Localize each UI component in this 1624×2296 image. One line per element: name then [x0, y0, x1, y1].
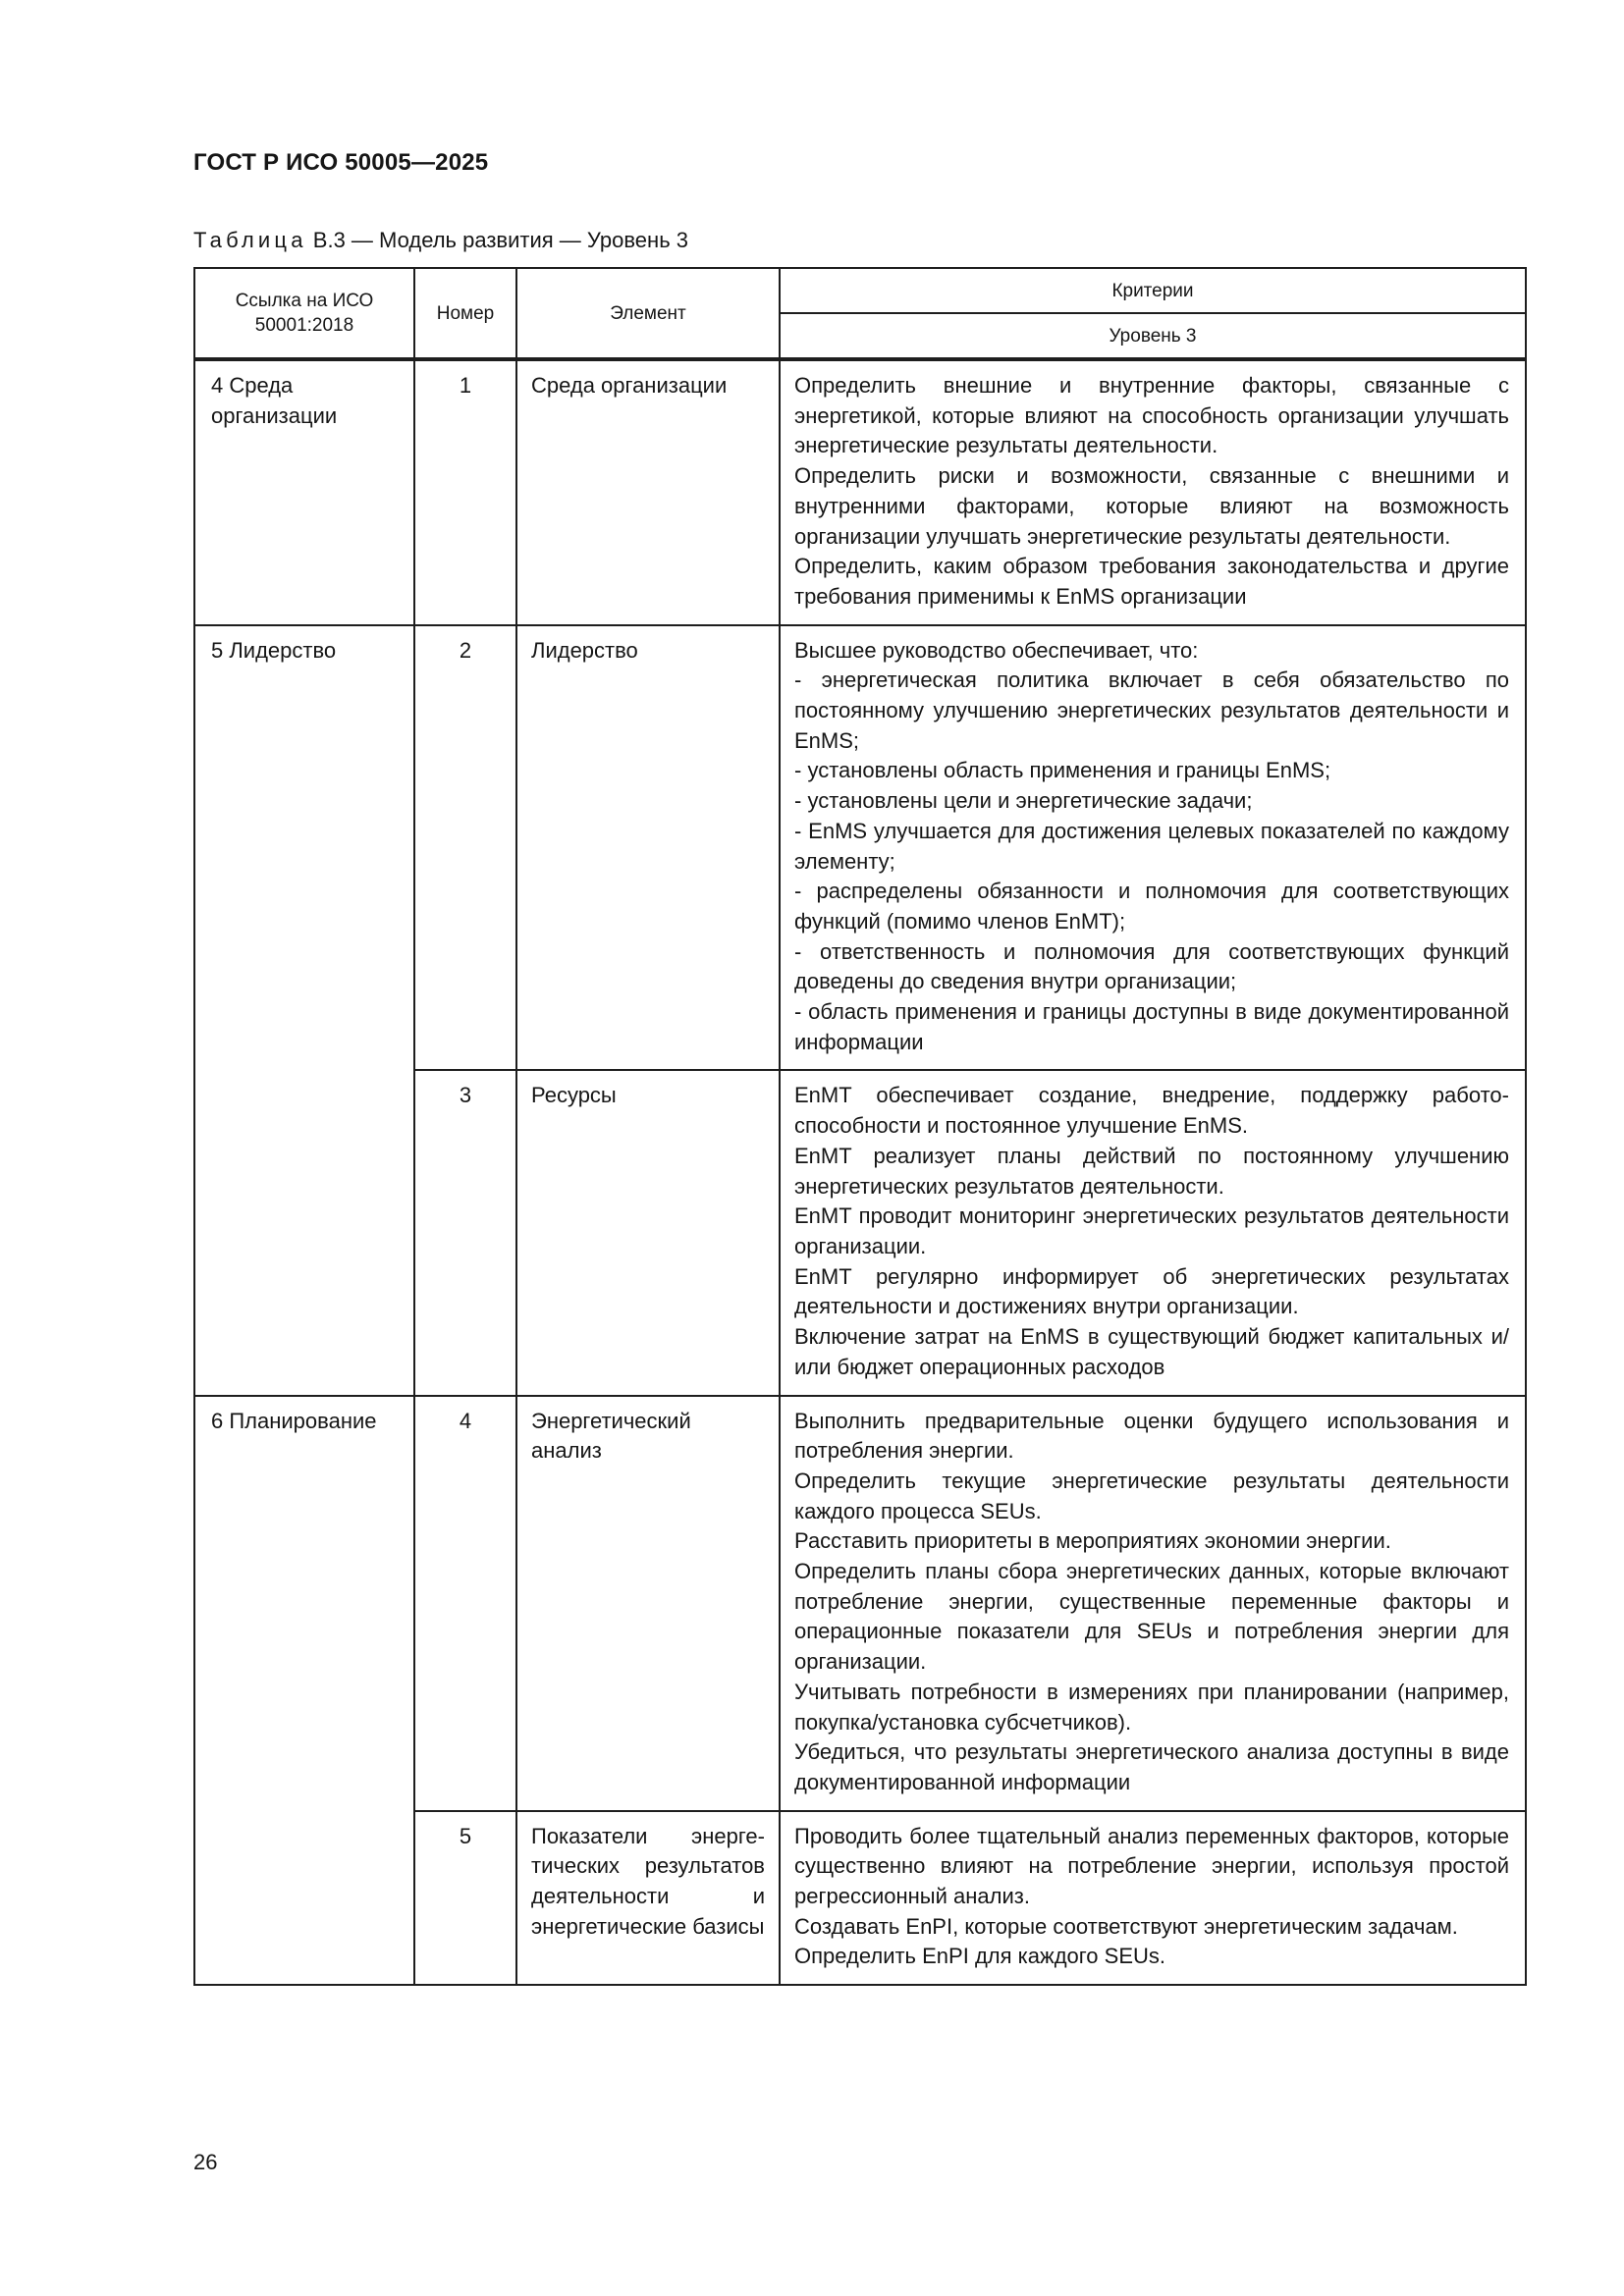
cell-number: 2	[414, 625, 516, 1071]
criteria-paragraph: Определить риски и возможности, связанные с внешними и внутренними факторами, которые влияют на возможность организации улучшать энергетические результаты деятельности.	[794, 463, 1509, 549]
criteria-paragraph: Убедиться, что результаты энергетического анализа доступны в виде документированной информации	[794, 1739, 1509, 1794]
table-row	[194, 359, 1526, 625]
criteria-paragraph: EnMT проводит мониторинг энергетических результатов деятельности организации.	[794, 1203, 1509, 1258]
header-reference: Ссылка на ИСО 50001:2018	[194, 268, 414, 359]
table-caption	[193, 228, 688, 253]
criteria-paragraph: Определить, каким образом требования законодательства и другие требования применимы к EnMS организации	[794, 554, 1509, 609]
criteria-paragraph: - EnMS улучшается для достижения целевых показателей по каждому элементу;	[794, 818, 1509, 874]
table-row	[194, 1396, 1526, 1811]
criteria-paragraph: Высшее руководство обеспечивает, что:	[794, 637, 1199, 663]
cell-criteria	[780, 1070, 1526, 1395]
cell-criteria	[780, 1811, 1526, 1986]
cell-element: Энергетический анализ	[516, 1396, 780, 1811]
maturity-model-table	[193, 267, 1527, 1986]
cell-criteria	[780, 359, 1526, 625]
table-caption-prefix: Таблица	[193, 228, 307, 252]
cell-number: 3	[414, 1070, 516, 1395]
criteria-paragraph: Создавать EnPI, которые соответствуют энергетическим задачам.	[794, 1913, 1458, 1939]
criteria-paragraph: - область применения и границы доступны в виде документированной информации	[794, 999, 1509, 1054]
header-row	[194, 268, 1526, 313]
header-level: Уровень 3	[780, 313, 1526, 359]
criteria-paragraph: EnMT регулярно информирует об энергетических результатах деятельности и достижениях внутри организации.	[794, 1263, 1509, 1319]
criteria-paragraph: - энергетическая политика включает в себя обязательство по постоянному улучшению энергетических результатов деятельности и EnMS;	[794, 667, 1509, 753]
cell-element: Показатели энергетических результатов деятельности и энергетические базисы	[516, 1811, 780, 1986]
criteria-paragraph: Выполнить предварительные оценки будущего использования и потребления энергии.	[794, 1408, 1509, 1464]
criteria-paragraph: Определить текущие энергетические результаты деятельности каждого процесса SEUs.	[794, 1468, 1509, 1523]
criteria-paragraph: Расставить приоритеты в мероприятиях экономии энергии.	[794, 1528, 1391, 1554]
table-caption-text: В.3 — Модель развития — Уровень 3	[312, 228, 689, 252]
criteria-paragraph: Определить внешние и внутренние факторы, связанные с энергетикой, которые влияют на способность организации улучшать энергетические результаты деятельности.	[794, 373, 1509, 458]
cell-number: 5	[414, 1811, 516, 1986]
cell-number: 1	[414, 359, 516, 625]
cell-reference: 4 Среда организации	[194, 359, 414, 625]
page-number: 26	[193, 2150, 218, 2174]
criteria-paragraph: EnMT реализует планы действий по постоянному улучшению энергетических результатов деятельности.	[794, 1143, 1509, 1199]
criteria-paragraph: - распределены обязанности и полномочия для соответствующих функций (помимо членов EnMT);	[794, 879, 1509, 934]
criteria-paragraph: - установлены цели и энергетические задачи;	[794, 788, 1253, 814]
criteria-paragraph: Определить EnPI для каждого SEUs.	[794, 1944, 1166, 1969]
cell-reference: 6 Планирование	[194, 1396, 414, 1986]
cell-element: Ресурсы	[516, 1070, 780, 1395]
cell-element: Среда организации	[516, 359, 780, 625]
cell-number: 4	[414, 1396, 516, 1811]
cell-element: Лидерство	[516, 625, 780, 1071]
criteria-paragraph: Учитывать потребности в измерениях при планировании (например, покупка/установка субсчетчиков).	[794, 1679, 1509, 1735]
table-row	[194, 625, 1526, 1071]
criteria-paragraph: - установлены область применения и границы EnMS;	[794, 758, 1331, 783]
criteria-paragraph: - ответственность и полномочия для соответствующих функций доведены до сведения внутри организации;	[794, 938, 1509, 994]
criteria-paragraph: Включение затрат на EnMS в существующий бюджет капитальных и/или бюджет операционных расходов	[794, 1324, 1509, 1379]
header-number: Номер	[414, 268, 516, 359]
cell-reference: 5 Лидерство	[194, 625, 414, 1396]
document-header: ГОСТ Р ИСО 50005—2025	[193, 149, 489, 176]
criteria-paragraph: EnMT обеспечивает создание, внедрение, поддержку работоспособности и постоянное улучшение EnMS.	[794, 1083, 1509, 1139]
header-criteria: Критерии	[780, 268, 1526, 313]
cell-criteria	[780, 1396, 1526, 1811]
cell-criteria	[780, 625, 1526, 1071]
header-element: Элемент	[516, 268, 780, 359]
criteria-paragraph: Проводить более тщательный анализ переменных факторов, которые существенно влияют на потребление энергии, используя простой регрессионный анализ.	[794, 1823, 1509, 1909]
criteria-paragraph: Определить планы сбора энергетических данных, которые включают потребление энергии, существенные переменные факторы и операционные показатели для SEUs и потребления энергии для организации.	[794, 1559, 1509, 1675]
